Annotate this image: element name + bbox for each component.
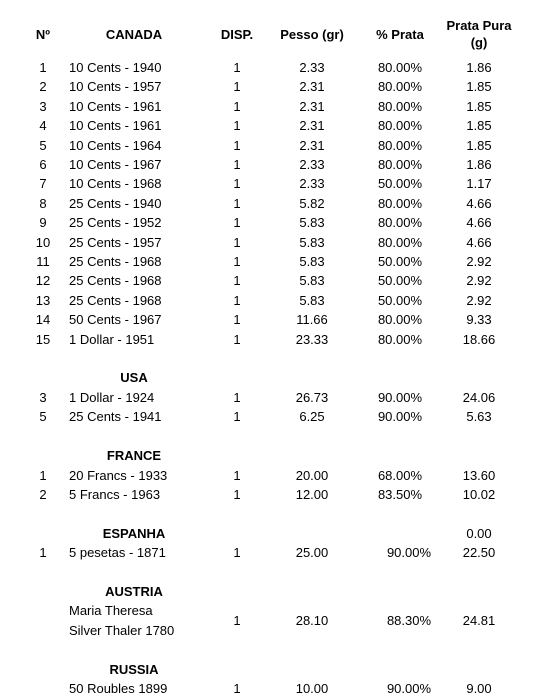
coin-name: 1 Dollar - 1924: [69, 389, 155, 405]
coin-number: 9: [39, 215, 47, 231]
coin-name: 10 Cents - 1961: [69, 98, 162, 114]
section-title-row: [26, 660, 516, 679]
section-title-row: [26, 524, 516, 543]
coin-number: 14: [35, 312, 51, 328]
coin-number: 2: [39, 486, 47, 502]
coin-pure-silver: 24.81: [462, 613, 496, 629]
coin-weight: 5.82: [299, 195, 325, 211]
coin-pure-silver: 4.66: [466, 195, 492, 211]
header-pure-silver: [442, 10, 516, 58]
table-row: [26, 271, 516, 290]
coin-pure-silver: 1.17: [466, 176, 492, 192]
table-row: [26, 233, 516, 252]
coin-weight: 2.33: [299, 60, 325, 75]
coin-disp: 1: [233, 176, 241, 192]
coin-weight: 2.31: [299, 118, 325, 134]
coin-weight: 12.00: [295, 486, 329, 502]
coin-name: 50 Cents - 1967: [69, 312, 162, 328]
coin-silver-percent: 80.00%: [377, 98, 423, 114]
coin-disp: 1: [233, 157, 241, 173]
coin-disp: 1: [233, 409, 241, 425]
coin-pure-silver: 1.85: [466, 79, 492, 95]
coin-pure-silver: 4.66: [466, 234, 492, 250]
coin-name: 10 Cents - 1964: [69, 137, 162, 153]
coin-silver-percent: 80.00%: [377, 331, 423, 347]
coin-name: 10 Cents - 1968: [69, 176, 162, 192]
france-rows: [26, 466, 516, 505]
coin-pure-silver: 1.85: [466, 137, 492, 153]
coin-weight: 25.00: [295, 545, 329, 561]
header-number: Nº: [35, 26, 51, 42]
coin-weight: 2.31: [299, 137, 325, 153]
header-silver-percent: % Prata: [376, 26, 424, 42]
espanha-title-pure-silver: 0.00: [466, 525, 492, 541]
coin-name: [60, 601, 208, 640]
coin-name: 5 pesetas - 1871: [69, 545, 166, 561]
table-row: [26, 543, 516, 562]
coin-pure-silver: 2.92: [466, 292, 492, 308]
header-pure-silver-line2: (g): [470, 35, 488, 50]
coin-name: 50 Roubles 1899: [69, 680, 168, 696]
coin-pure-silver: 18.66: [462, 331, 496, 347]
coin-disp: 1: [233, 137, 241, 153]
coin-name-line1: Maria Theresa: [69, 603, 153, 619]
coin-weight: 2.31: [299, 79, 325, 95]
coin-silver-percent: 90.00%: [377, 389, 423, 405]
coin-number: 8: [39, 195, 47, 211]
table-row: [26, 213, 516, 232]
coin-disp: 1: [233, 79, 241, 95]
coin-silver-percent: 80.00%: [377, 118, 423, 134]
coin-pure-silver: 22.50: [462, 545, 496, 561]
coin-name: 10 Cents - 1967: [69, 157, 162, 173]
coin-disp: 1: [233, 545, 241, 561]
coin-pure-silver: 10.02: [462, 486, 496, 502]
table-row: [26, 485, 516, 504]
coin-weight: 26.73: [295, 389, 329, 405]
coin-silver-percent: 50.00%: [377, 273, 423, 289]
coin-silver-percent: 50.00%: [377, 292, 423, 308]
coin-number: 13: [35, 292, 51, 308]
section-title-row: [26, 446, 516, 465]
section-title-russia: RUSSIA: [109, 661, 159, 677]
coin-name: 25 Cents - 1952: [69, 215, 162, 231]
coin-number: 11: [36, 254, 50, 270]
coin-silver-percent: 80.00%: [377, 60, 423, 75]
coin-name: 25 Cents - 1941: [69, 409, 162, 425]
coin-name: 10 Cents - 1940: [69, 60, 162, 75]
coin-disp: 1: [233, 389, 241, 405]
coin-disp: 1: [233, 273, 241, 289]
canada-section: [26, 58, 516, 349]
table-row: [26, 252, 516, 271]
coin-weight: 10.00: [295, 680, 329, 696]
section-title-row: [26, 368, 516, 387]
table-row: [26, 407, 516, 426]
france-section: [26, 427, 516, 466]
spacer-row: [26, 504, 516, 523]
coin-disp: 1: [233, 215, 241, 231]
coin-number: 10: [35, 234, 51, 250]
coin-weight: 5.83: [299, 254, 325, 270]
table-row: [26, 291, 516, 310]
usa-rows: [26, 388, 516, 427]
coin-disp: 1: [233, 118, 241, 134]
table-row: [26, 388, 516, 407]
coin-pure-silver: 24.06: [462, 389, 496, 405]
table-row: [26, 155, 516, 174]
coin-weight: 5.83: [299, 273, 325, 289]
coin-pure-silver: 9.00: [466, 680, 492, 696]
coin-pure-silver: 2.92: [466, 254, 492, 270]
table-row: [26, 136, 516, 155]
coin-pure-silver: 13.60: [462, 467, 496, 483]
section-title-france: FRANCE: [106, 448, 162, 464]
silver-coins-table: [26, 10, 516, 698]
coin-silver-percent: 50.00%: [377, 176, 423, 192]
coin-disp: 1: [233, 234, 241, 250]
coin-number: 12: [35, 273, 51, 289]
coin-disp: 1: [233, 60, 241, 75]
coin-number: 5: [39, 409, 47, 425]
coin-silver-percent: 90.00%: [386, 545, 432, 561]
coin-pure-silver: 1.86: [466, 157, 492, 173]
coin-weight: 2.33: [299, 157, 325, 173]
coin-number: 3: [39, 98, 47, 114]
coin-silver-percent: 50.00%: [377, 254, 423, 270]
table-row: [26, 330, 516, 349]
coin-weight: 5.83: [299, 234, 325, 250]
section-title-austria: AUSTRIA: [105, 583, 163, 599]
coin-number: 1: [39, 545, 47, 561]
coin-silver-percent: 80.00%: [377, 312, 423, 328]
usa-section: [26, 349, 516, 388]
coin-disp: 1: [233, 331, 241, 347]
coin-name: 25 Cents - 1957: [69, 234, 162, 250]
coin-weight: 28.10: [295, 613, 329, 629]
coin-disp: 1: [233, 680, 241, 696]
table-row: [26, 77, 516, 96]
coin-silver-percent: 90.00%: [386, 680, 432, 696]
coin-disp: 1: [233, 254, 241, 270]
coin-number: 5: [39, 137, 47, 153]
header-row: [26, 10, 516, 58]
coin-number: 7: [39, 176, 47, 192]
coin-weight: 2.31: [299, 98, 325, 114]
coin-weight: 2.33: [299, 176, 325, 192]
coin-name: 25 Cents - 1968: [69, 292, 162, 308]
table-row: [26, 116, 516, 135]
russia-section: [26, 640, 516, 698]
coin-silver-percent: 80.00%: [377, 195, 423, 211]
coin-name: 10 Cents - 1961: [69, 118, 162, 134]
coin-weight: 11.66: [296, 312, 328, 328]
header-pure-silver-line1: Prata Pura: [446, 18, 512, 33]
coin-disp: 1: [233, 486, 241, 502]
section-title-usa: USA: [120, 370, 148, 386]
table-row: [26, 466, 516, 485]
section-title-row: [26, 582, 516, 601]
coin-name-line2: Silver Thaler 1780: [69, 622, 175, 638]
coin-number: 1: [39, 467, 47, 483]
coin-silver-percent: 83.50%: [377, 486, 423, 502]
spacer-row: [26, 427, 516, 446]
section-title-espanha: ESPANHA: [102, 525, 166, 541]
coin-name: 10 Cents - 1957: [69, 79, 162, 95]
coin-silver-percent: 80.00%: [377, 157, 423, 173]
coin-name: 20 Francs - 1933: [69, 467, 168, 483]
coin-silver-percent: 80.00%: [377, 215, 423, 231]
coin-pure-silver: 1.85: [466, 118, 492, 134]
table-row: [26, 601, 516, 640]
espanha-section: [26, 504, 516, 543]
table-row: [26, 58, 516, 77]
coin-disp: 1: [233, 467, 241, 483]
coin-disp: 1: [233, 312, 241, 328]
coin-silver-percent: 90.00%: [377, 409, 423, 425]
coin-disp: 1: [233, 613, 241, 629]
table-row: [26, 679, 516, 698]
coin-silver-percent: 80.00%: [377, 79, 423, 95]
coin-name: 5 Francs - 1963: [69, 486, 161, 502]
spacer-row: [26, 640, 516, 659]
coin-name: 1 Dollar - 1951: [69, 331, 155, 347]
spacer-row: [26, 563, 516, 582]
coin-pure-silver: 4.66: [466, 215, 492, 231]
coin-name: 25 Cents - 1940: [69, 195, 162, 211]
coin-pure-silver: 2.92: [466, 273, 492, 289]
coin-pure-silver: 9.33: [466, 312, 492, 328]
table-row: [26, 174, 516, 193]
header-country-canada: CANADA: [105, 26, 163, 42]
coin-weight: 20.00: [295, 467, 329, 483]
coin-silver-percent: 80.00%: [377, 137, 423, 153]
austria-section: [26, 563, 516, 641]
coin-disp: 1: [233, 195, 241, 211]
coin-silver-percent: 80.00%: [377, 234, 423, 250]
coin-weight: 5.83: [299, 215, 325, 231]
coin-silver-percent: 68.00%: [377, 467, 423, 483]
coin-disp: 1: [233, 98, 241, 114]
coin-weight: 6.25: [299, 409, 325, 425]
coin-pure-silver: 1.85: [466, 98, 492, 114]
coin-pure-silver: 1.86: [466, 60, 492, 75]
coin-number: 4: [39, 118, 47, 134]
table-row: [26, 310, 516, 329]
coin-number: 1: [39, 60, 47, 75]
coin-number: 15: [35, 331, 51, 347]
coin-weight: 23.33: [295, 331, 329, 347]
header-disp: DISP.: [220, 26, 254, 42]
coin-silver-percent: 88.30%: [386, 613, 432, 629]
coin-name: 25 Cents - 1968: [69, 273, 162, 289]
espanha-rows: [26, 543, 516, 562]
table-row: [26, 194, 516, 213]
table-row: [26, 97, 516, 116]
coin-number: 3: [39, 389, 47, 405]
coin-disp: 1: [233, 292, 241, 308]
coin-name: 25 Cents - 1968: [69, 254, 162, 270]
coin-weight: 5.83: [299, 292, 325, 308]
coin-number: 2: [39, 79, 47, 95]
spacer-row: [26, 349, 516, 368]
header-weight: Pesso (gr): [280, 26, 344, 42]
coin-pure-silver: 5.63: [466, 409, 492, 425]
coin-number: 6: [39, 157, 47, 173]
